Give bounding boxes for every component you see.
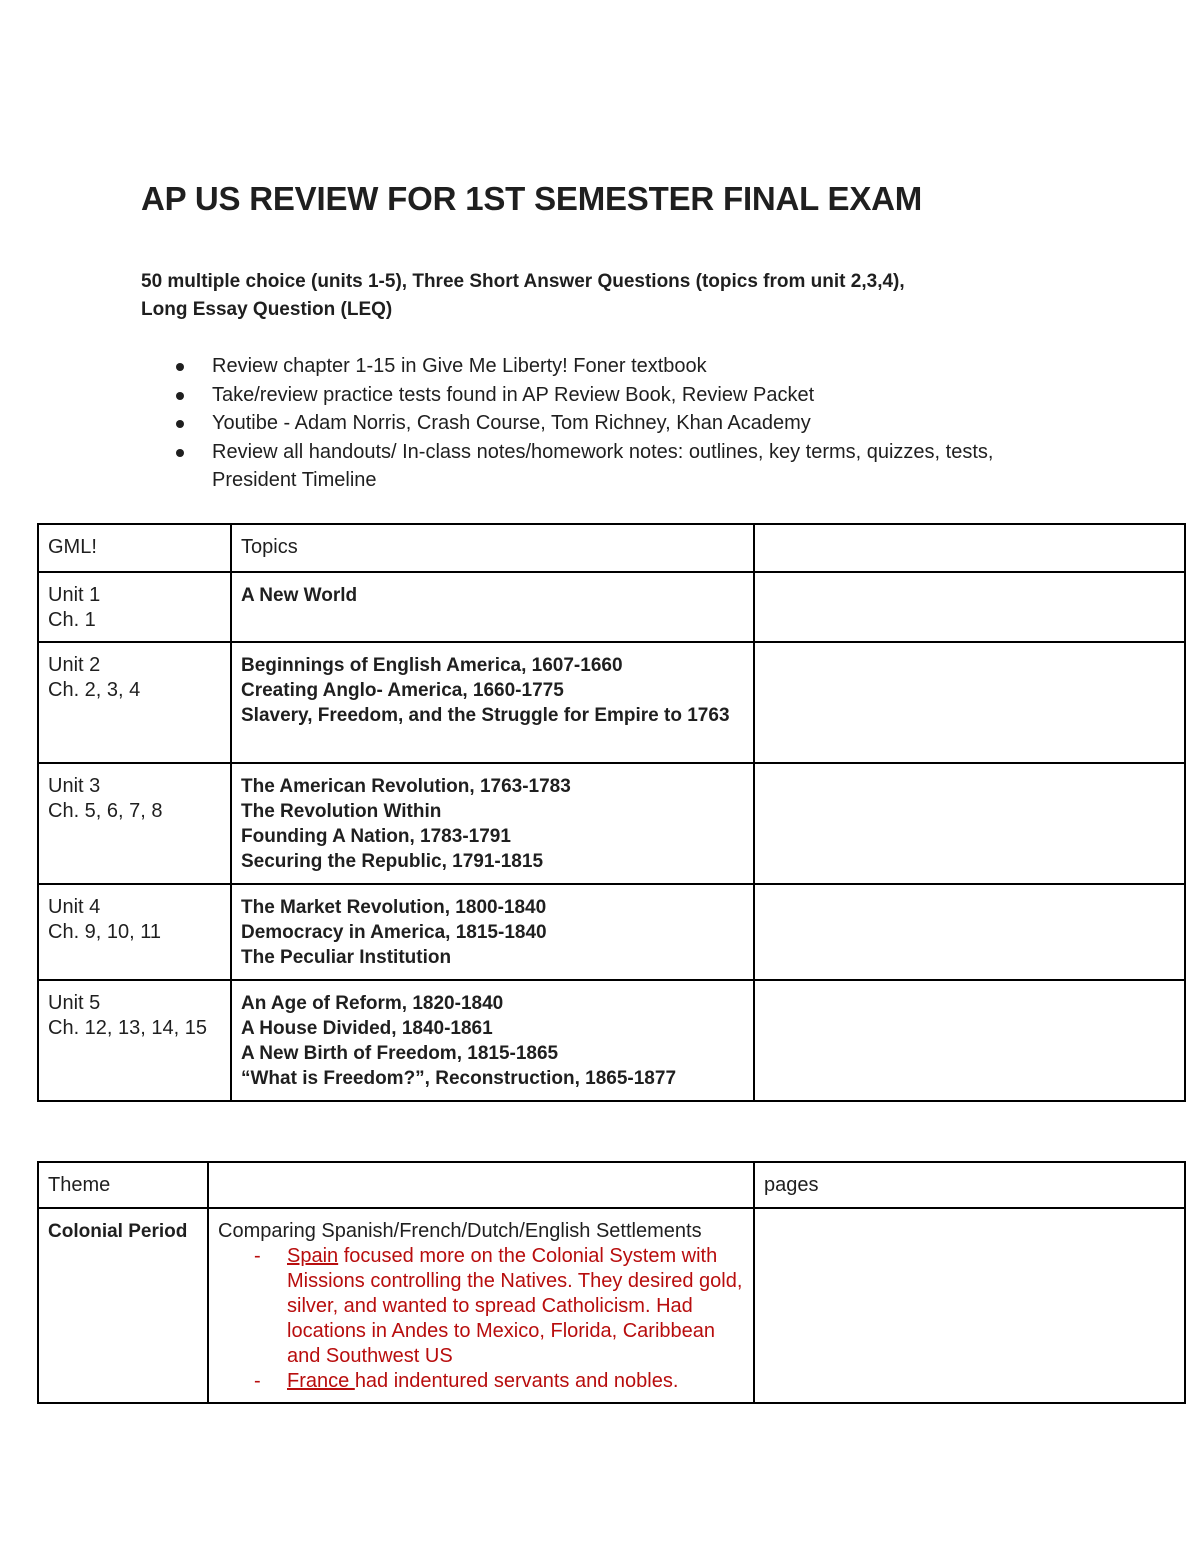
topic: A House Divided, 1840-1861 — [241, 1018, 493, 1039]
bullet-icon — [176, 392, 184, 400]
unit-label: Unit 3 — [48, 775, 101, 797]
note-text: had indentured servants and nobles. — [354, 1370, 679, 1392]
topic: An Age of Reform, 1820-1840 — [241, 993, 504, 1014]
topics-cell — [231, 884, 754, 980]
unit-label: Unit 1 — [48, 584, 101, 606]
column-header: Topics — [231, 524, 754, 572]
pages-cell — [754, 1208, 1185, 1403]
list-item — [218, 1369, 744, 1394]
list-item — [176, 352, 1076, 381]
exam-format-line: 50 multiple choice (units 1-5), Three Short Answer Questions (topics from unit 2,3,4), — [141, 271, 905, 292]
unit-cell — [38, 884, 231, 980]
bullet-icon — [176, 363, 184, 371]
list-item — [176, 438, 1076, 495]
chapter-label: Ch. 9, 10, 11 — [48, 921, 162, 943]
unit-cell — [38, 572, 231, 642]
resource-list — [176, 352, 1076, 495]
column-header: Theme — [38, 1162, 208, 1208]
resource-text: Review chapter 1-15 in Give Me Liberty! Foner textbook — [212, 355, 707, 377]
unit-cell — [38, 980, 231, 1101]
table-row — [38, 763, 1185, 884]
underlined-term: France — [287, 1370, 355, 1392]
column-header — [754, 524, 1185, 572]
table-row — [38, 884, 1185, 980]
notes-cell — [754, 642, 1185, 763]
units-table — [37, 523, 1186, 1102]
topics-cell — [231, 980, 754, 1101]
page-title: AP US REVIEW FOR 1ST SEMESTER FINAL EXAM — [141, 180, 923, 217]
topic: Democracy in America, 1815-1840 — [241, 922, 547, 943]
theme-cell: Colonial Period — [38, 1208, 208, 1403]
topic: Creating Anglo- America, 1660-1775 — [241, 680, 564, 701]
notes-cell — [754, 980, 1185, 1101]
topic: Founding A Nation, 1783-1791 — [241, 826, 511, 847]
topic: The Peculiar Institution — [241, 947, 452, 968]
notes-cell — [754, 884, 1185, 980]
table-row — [38, 1208, 1185, 1403]
unit-label: Unit 2 — [48, 654, 101, 676]
topics-cell — [231, 572, 754, 642]
dash-marker: - — [254, 1370, 261, 1392]
chapter-label: Ch. 1 — [48, 609, 96, 631]
table-header-row — [38, 524, 1185, 572]
note-text: focused more on the Colonial System with Missions controlling the Natives. They desired gold, silver, and wanted to spread Catholicism. Had locations in Andes to Mexico, Florida, Caribbean and Southwest US — [287, 1245, 743, 1367]
chapter-label: Ch. 5, 6, 7, 8 — [48, 800, 163, 822]
underlined-term: Spain — [287, 1245, 339, 1267]
column-header: pages — [754, 1162, 1185, 1208]
list-item — [176, 409, 1076, 438]
topic: Slavery, Freedom, and the Struggle for Empire to 1763 — [241, 705, 730, 726]
table-row — [38, 642, 1185, 763]
topic: The American Revolution, 1763-1783 — [241, 776, 571, 797]
topic: “What is Freedom?”, Reconstruction, 1865-1877 — [241, 1068, 677, 1089]
bullet-icon — [176, 420, 184, 428]
list-item — [218, 1244, 744, 1369]
unit-label: Unit 5 — [48, 992, 101, 1014]
column-header — [208, 1162, 754, 1208]
topic: The Market Revolution, 1800-1840 — [241, 897, 547, 918]
column-header: GML! — [38, 524, 231, 572]
list-item — [176, 381, 1076, 410]
dash-marker: - — [254, 1245, 261, 1267]
notes-cell — [754, 572, 1185, 642]
theme-note-list — [218, 1244, 744, 1394]
bullet-icon — [176, 449, 184, 457]
topic: Beginnings of English America, 1607-1660 — [241, 655, 623, 676]
topics-cell — [231, 763, 754, 884]
unit-cell — [38, 642, 231, 763]
chapter-label: Ch. 2, 3, 4 — [48, 679, 141, 701]
notes-cell — [754, 763, 1185, 884]
unit-cell — [38, 763, 231, 884]
theme-heading: Comparing Spanish/French/Dutch/English Settlements — [218, 1220, 702, 1242]
topic: A New World — [241, 585, 358, 606]
topic: A New Birth of Freedom, 1815-1865 — [241, 1043, 559, 1064]
topics-cell — [231, 642, 754, 763]
table-row — [38, 572, 1185, 642]
theme-notes-cell — [208, 1208, 754, 1403]
table-row — [38, 980, 1185, 1101]
table-header-row — [38, 1162, 1185, 1208]
exam-format-line: Long Essay Question (LEQ) — [141, 299, 393, 320]
exam-format-description — [141, 268, 1101, 324]
topic: Securing the Republic, 1791-1815 — [241, 851, 544, 872]
themes-table — [37, 1161, 1186, 1404]
resource-text: Review all handouts/ In-class notes/homework notes: outlines, key terms, quizzes, tests, President Timeline — [212, 440, 994, 491]
topic: The Revolution Within — [241, 801, 442, 822]
chapter-label: Ch. 12, 13, 14, 15 — [48, 1017, 208, 1039]
resource-text: Youtibe - Adam Norris, Crash Course, Tom Richney, Khan Academy — [212, 412, 811, 434]
resource-text: Take/review practice tests found in AP Review Book, Review Packet — [212, 383, 815, 406]
unit-label: Unit 4 — [48, 896, 101, 918]
